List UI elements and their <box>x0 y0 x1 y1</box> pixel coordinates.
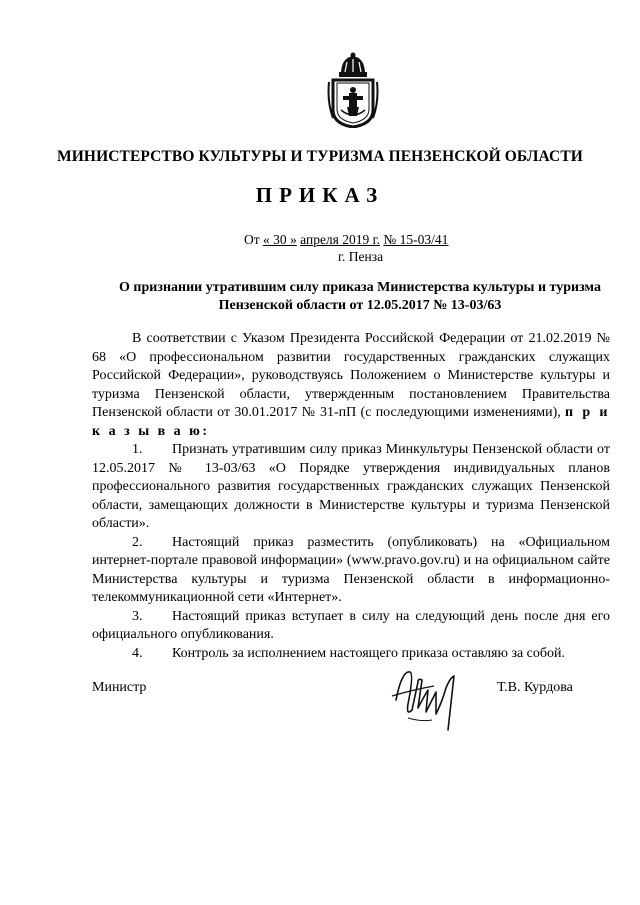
document-type-title: ПРИКАЗ <box>255 183 385 207</box>
signatory-title: Министр <box>92 680 147 695</box>
signatory-name: Т.В. Курдова <box>497 680 573 695</box>
item-text: Контроль за исполнением настоящего приказа оставляю за собой. <box>172 645 566 661</box>
date-prefix: От <box>244 232 260 247</box>
order-item <box>92 534 610 608</box>
order-day: « 30 » <box>263 232 297 247</box>
order-item <box>92 608 610 645</box>
item-number: 3. <box>132 608 143 624</box>
item-number: 2. <box>132 534 143 550</box>
order-city: г. Пенза <box>338 249 384 264</box>
item-text: Настоящий приказ вступает в силу на следующий день после дня его официального опубликования. <box>92 608 610 642</box>
order-dateline <box>244 232 448 248</box>
item-number: 4. <box>132 645 143 661</box>
order-item <box>92 441 610 534</box>
order-item <box>92 645 610 664</box>
preamble-paragraph <box>92 330 610 441</box>
item-text: Настоящий приказ разместить (опубликовать) на «Официальном интернет-портале правовой информации» (www.pravo.gov.ru) и на официальном сайте Министерства культуры и туризма Пензенской области в информационно-телекоммуникационной сети «Интернет». <box>92 534 610 605</box>
item-number: 1. <box>132 442 143 457</box>
order-body <box>92 330 610 663</box>
item-text: Признать утратившим силу приказ Минкультуры Пензенской области от 12.05.2017 № 13-03/63 «О Порядке утверждения индивидуальных планов профессионального развития государственных гражданских служащих Пензенской области, замещающих должности в Министерстве культуры и туризма Пензенской области». <box>92 442 610 531</box>
order-word: п р и к а з ы в а ю: <box>92 405 610 439</box>
order-subject: О признании утратившим силу приказа Министерства культуры и туризма Пензенской области от 12.05.2017 № 13-03/63 <box>119 280 601 313</box>
coat-of-arms-emblem <box>327 52 379 128</box>
order-month-year: апреля 2019 г. <box>300 232 381 247</box>
preamble-text: В соответствии с Указом Президента Российской Федерации от 21.02.2019 № 68 «О профессиональном развитии государственных гражданских служащих Российской Федерации», руководствуясь Положением о Министерстве культуры и туризма Пензенской области, утвержденным постановлением Правительства Пензенской области от 30.01.2017 № 31-пП (с последующими изменениями), <box>92 331 610 420</box>
handwritten-signature <box>388 660 478 740</box>
order-number: № 15-03/41 <box>383 232 449 247</box>
ministry-heading: МИНИСТЕРСТВО КУЛЬТУРЫ И ТУРИЗМА ПЕНЗЕНСКОЙ ОБЛАСТИ <box>57 148 583 165</box>
